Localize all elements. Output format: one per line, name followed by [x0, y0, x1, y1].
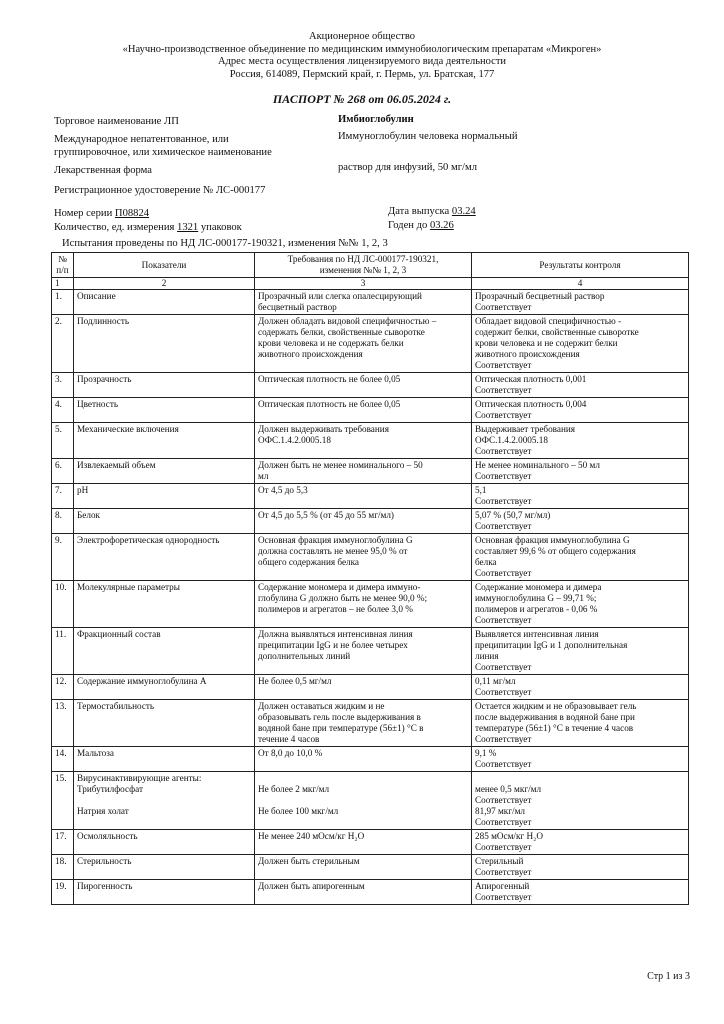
- row-requirement-line: образовывать гель после выдерживания в: [258, 712, 421, 722]
- row-result-line: после выдерживания в водяной бане при: [475, 712, 635, 722]
- row-requirement-line: ОФС.1.4.2.0005.18: [258, 435, 331, 445]
- row-result-line: Соответствует: [475, 892, 532, 902]
- valid-label: Годен до: [388, 220, 430, 231]
- row-parameter: Молекулярные параметры: [74, 581, 255, 628]
- row-result: [472, 509, 689, 534]
- row-requirement-line: преципитации IgG и не более четырех: [258, 640, 408, 650]
- row-result-line: Соответствует: [475, 867, 532, 877]
- row-requirement: [255, 772, 472, 830]
- row-parameter-line: Натрия холат: [77, 806, 129, 816]
- row-parameter: Извлекаемый объем: [74, 459, 255, 484]
- row-number: 8.: [52, 509, 74, 534]
- row-result: [472, 398, 689, 423]
- form-value: раствор для инфузий, 50 мг/мл: [338, 162, 477, 173]
- row-result-line: Оптическая плотность 0,001: [475, 374, 587, 384]
- row-result-line: Соответствует: [475, 687, 532, 697]
- quantity-unit: упаковок: [198, 222, 242, 233]
- row-requirement-line: животного происхождения: [258, 349, 363, 359]
- row-requirement-line: крови человека и не содержать белки: [258, 338, 404, 348]
- row-result: [472, 373, 689, 398]
- row-result-line: белка: [475, 557, 497, 567]
- row-result-line: 81,97 мкг/мл: [475, 806, 525, 816]
- row-requirement-line: Не более 0,5 мг/мл: [258, 676, 332, 686]
- row-result-line: Апирогенный: [475, 881, 530, 891]
- trade-name-value: Имбиоглобулин: [338, 114, 414, 125]
- quantity-value: 1321: [177, 222, 199, 233]
- row-requirement-line: Прозрачный или слегка опалесцирующий: [258, 291, 422, 301]
- org-type: Акционерное общество: [309, 31, 415, 42]
- row-parameter: Пирогенность: [74, 880, 255, 905]
- row-requirement: [255, 675, 472, 700]
- inn-value: Иммуноглобулин человека нормальный: [338, 131, 518, 142]
- row-result: [472, 628, 689, 675]
- row-result-line: Соответствует: [475, 795, 532, 805]
- row-number: 17.: [52, 830, 74, 855]
- header-param: Показатели: [74, 253, 255, 278]
- table-row: [52, 581, 689, 628]
- row-result-line: Основная фракция иммуноглобулина G: [475, 535, 630, 545]
- row-result-line: Соответствует: [475, 521, 532, 531]
- header-req-line: изменения №№ 1, 2, 3: [319, 265, 407, 275]
- row-requirement-line: общего содержания белка: [258, 557, 360, 567]
- row-result-line: Соответствует: [475, 734, 532, 744]
- row-parameter: Механические включения: [74, 423, 255, 459]
- row-number: 4.: [52, 398, 74, 423]
- row-requirement-line: Не более 2 мкг/мл: [258, 784, 330, 794]
- row-result-line: иммуноглобулина G – 99,71 %;: [475, 593, 597, 603]
- row-number: 2.: [52, 315, 74, 373]
- row-result-line: [475, 773, 685, 784]
- row-requirement-line: [258, 773, 468, 784]
- column-index-row: [52, 278, 689, 290]
- row-parameter: pH: [74, 484, 255, 509]
- row-number: 10.: [52, 581, 74, 628]
- row-parameter: Описание: [74, 290, 255, 315]
- header-req: [255, 253, 472, 278]
- row-result-line: 285 мОсм/кг H₂O: [475, 831, 543, 841]
- series-label: Номер серии: [54, 208, 115, 219]
- row-parameter: Содержание иммуноглобулина А: [74, 675, 255, 700]
- registration-label: Регистрационное удостоверение № ЛС-000177: [54, 185, 266, 196]
- row-result: [472, 581, 689, 628]
- row-requirement-line: полимеров и агрегатов – не более 3,0 %: [258, 604, 413, 614]
- row-result-line: Соответствует: [475, 446, 532, 456]
- row-result-line: температуре (56±1) °С в течение 4 часов: [475, 723, 634, 733]
- row-result: [472, 830, 689, 855]
- row-result-line: Соответствует: [475, 496, 532, 506]
- row-requirement: [255, 398, 472, 423]
- row-result-line: ОФС.1.4.2.0005.18: [475, 435, 548, 445]
- row-result-line: Соответствует: [475, 842, 532, 852]
- row-requirement-line: глобулина G должно быть не менее 90,0 %;: [258, 593, 428, 603]
- row-parameter: Прозрачность: [74, 373, 255, 398]
- address: Россия, 614089, Пермский край, г. Пермь, ул. Братская, 177: [229, 68, 495, 80]
- row-result: [472, 880, 689, 905]
- row-requirement-line: Должен обладать видовой специфичностью –: [258, 316, 437, 326]
- row-result-line: Выдерживает требования: [475, 424, 576, 434]
- row-result: [472, 855, 689, 880]
- row-result-line: Соответствует: [475, 302, 532, 312]
- row-result: [472, 772, 689, 830]
- row-result-line: Соответствует: [475, 662, 532, 672]
- row-parameter: Фракционный состав: [74, 628, 255, 675]
- row-result-line: 5,1: [475, 485, 487, 495]
- row-requirement: [255, 290, 472, 315]
- row-requirement-line: Оптическая плотность не более 0,05: [258, 374, 401, 384]
- row-requirement: [255, 373, 472, 398]
- row-requirement: [255, 509, 472, 534]
- row-result-line: содержит белки, свойственные сыворотке: [475, 327, 639, 337]
- row-requirement-line: мл: [258, 471, 269, 481]
- row-number: 3.: [52, 373, 74, 398]
- release-value: 03.24: [451, 206, 476, 217]
- row-number: 11.: [52, 628, 74, 675]
- column-index: 2: [74, 278, 255, 290]
- row-result-line: Прозрачный бесцветный раствор: [475, 291, 605, 301]
- row-result-line: линия: [475, 651, 499, 661]
- release-label: Дата выпуска: [388, 206, 452, 217]
- row-requirement-line: [258, 795, 468, 806]
- row-result-line: Соответствует: [475, 817, 532, 827]
- row-parameter-line: [77, 795, 251, 806]
- row-requirement-line: Должен быть не менее номинального – 50: [258, 460, 423, 470]
- row-requirement-line: Должен выдерживать требования: [258, 424, 389, 434]
- row-result-line: 9,1 %: [475, 748, 497, 758]
- header-res: Результаты контроля: [472, 253, 689, 278]
- table-row: [52, 484, 689, 509]
- row-requirement-line: Должна выявляться интенсивная линия: [258, 629, 413, 639]
- row-parameter: Белок: [74, 509, 255, 534]
- column-index: 3: [255, 278, 472, 290]
- row-parameter: Стерильность: [74, 855, 255, 880]
- row-requirement-line: Содержание мономера и димера иммуно-: [258, 582, 421, 592]
- row-result-line: Оптическая плотность 0,004: [475, 399, 587, 409]
- table-row: [52, 880, 689, 905]
- row-requirement: [255, 484, 472, 509]
- row-parameter: [74, 772, 255, 830]
- row-requirement: [255, 700, 472, 747]
- row-number: 1.: [52, 290, 74, 315]
- row-number: 5.: [52, 423, 74, 459]
- table-row: [52, 855, 689, 880]
- row-result: [472, 290, 689, 315]
- row-parameter: Осмоляльность: [74, 830, 255, 855]
- row-number: 9.: [52, 534, 74, 581]
- row-result-line: Не менее номинального – 50 мл: [475, 460, 600, 470]
- row-requirement-line: дополнительных линий: [258, 651, 351, 661]
- row-parameter: Цветность: [74, 398, 255, 423]
- row-result: [472, 315, 689, 373]
- row-requirement: [255, 459, 472, 484]
- row-requirement: [255, 581, 472, 628]
- header-req-line: Требования по НД ЛС-000177-190321,: [287, 254, 439, 264]
- row-result: [472, 747, 689, 772]
- row-parameter: Электрофоретическая однородность: [74, 534, 255, 581]
- row-result-line: 5,07 % (50,7 мг/мл): [475, 510, 551, 520]
- row-requirement: [255, 855, 472, 880]
- row-result-line: Остается жидким и не образовывает гель: [475, 701, 637, 711]
- row-result-line: Соответствует: [475, 759, 532, 769]
- row-requirement: [255, 315, 472, 373]
- tests-line: Испытания проведены по НД ЛС-000177-190321, изменения №№ 1, 2, 3: [62, 238, 388, 249]
- series-value: П08824: [114, 208, 150, 219]
- address-caption: Адрес места осуществления лицензируемого вида деятельности: [217, 56, 507, 67]
- row-requirement-line: Должен быть апирогенным: [258, 881, 365, 891]
- row-requirement-line: бесцветный раствор: [258, 302, 337, 312]
- inn-label-line1: Международное непатентованное, или: [54, 134, 229, 145]
- row-requirement-line: Оптическая плотность не более 0,05: [258, 399, 401, 409]
- row-number: 19.: [52, 880, 74, 905]
- row-requirement: [255, 830, 472, 855]
- row-requirement-line: Не менее 240 мОсм/кг H₂O: [258, 831, 365, 841]
- row-requirement-line: водяной бане при температуре (56±1) °С в: [258, 723, 424, 733]
- passport-title: ПАСПОРТ № 268 от 06.05.2024 г.: [272, 92, 452, 106]
- row-result-line: животного происхождения: [475, 349, 580, 359]
- trade-name-label: Торговое наименование ЛП: [54, 116, 179, 127]
- row-requirement-line: течение 4 часов: [258, 734, 320, 744]
- quantity-label: Количество, ед. измерения: [54, 222, 178, 233]
- row-result: [472, 675, 689, 700]
- row-result-line: составляет 99,6 % от общего содержания: [475, 546, 636, 556]
- series-row: [54, 208, 149, 221]
- org-name: «Научно-производственное объединение по медицинским иммунобиологическим препаратам «Микроген»: [122, 43, 602, 55]
- row-result: [472, 484, 689, 509]
- inn-label-line2: группировочное, или химическое наименование: [54, 147, 272, 158]
- quantity-row: [54, 222, 242, 235]
- table-row: [52, 830, 689, 855]
- row-number: 7.: [52, 484, 74, 509]
- row-parameter: Подлинность: [74, 315, 255, 373]
- page-number: Стр 1 из 3: [647, 971, 690, 982]
- row-requirement: [255, 747, 472, 772]
- row-result-line: Стерильный: [475, 856, 524, 866]
- table-row: [52, 398, 689, 423]
- row-result-line: Соответствует: [475, 615, 532, 625]
- row-result-line: Содержание мономера и димера: [475, 582, 602, 592]
- row-result: [472, 534, 689, 581]
- row-result-line: Выявляется интенсивная линия: [475, 629, 599, 639]
- row-requirement: [255, 534, 472, 581]
- row-number: 14.: [52, 747, 74, 772]
- row-parameter: Мальтоза: [74, 747, 255, 772]
- row-requirement-line: От 8,0 до 10,0 %: [258, 748, 323, 758]
- row-requirement-line: Должен оставаться жидким и не: [258, 701, 385, 711]
- row-number: 12.: [52, 675, 74, 700]
- release-row: [388, 206, 476, 219]
- row-result-line: Соответствует: [475, 360, 532, 370]
- header-num: № п/п: [52, 253, 74, 278]
- row-result-line: Соответствует: [475, 568, 532, 578]
- results-table: [51, 252, 689, 905]
- row-result: [472, 459, 689, 484]
- column-index: 1: [52, 278, 74, 290]
- table-row: [52, 772, 689, 830]
- table-row: [52, 747, 689, 772]
- row-requirement-line: содержать белки, свойственные сыворотке: [258, 327, 425, 337]
- row-result-line: Соответствует: [475, 385, 532, 395]
- table-row: [52, 509, 689, 534]
- row-requirement-line: От 4,5 до 5,5 % (от 45 до 55 мг/мл): [258, 510, 394, 520]
- row-requirement: [255, 880, 472, 905]
- row-parameter-line: Трибутилфосфат: [77, 784, 143, 794]
- row-result-line: преципитации IgG и 1 дополнительная: [475, 640, 628, 650]
- row-result-line: полимеров и агрегатов - 0,06 %: [475, 604, 598, 614]
- valid-value: 03.26: [429, 220, 454, 231]
- row-requirement: [255, 628, 472, 675]
- row-result: [472, 700, 689, 747]
- row-requirement: [255, 423, 472, 459]
- row-number: 15.: [52, 772, 74, 830]
- row-number: 6.: [52, 459, 74, 484]
- table-row: [52, 700, 689, 747]
- row-number: 18.: [52, 855, 74, 880]
- table-row: [52, 628, 689, 675]
- valid-row: [388, 220, 454, 233]
- row-result-line: крови человека и не содержит белки: [475, 338, 618, 348]
- row-number: 13.: [52, 700, 74, 747]
- table-row: [52, 423, 689, 459]
- table-row: [52, 675, 689, 700]
- column-index: 4: [472, 278, 689, 290]
- table-row: [52, 373, 689, 398]
- table-row: [52, 534, 689, 581]
- row-result-line: менее 0,5 мкг/мл: [475, 784, 542, 794]
- table-row: [52, 315, 689, 373]
- table-row: [52, 459, 689, 484]
- row-result: [472, 423, 689, 459]
- row-requirement-line: Должен быть стерильным: [258, 856, 360, 866]
- row-requirement-line: Основная фракция иммуноглобулина G: [258, 535, 413, 545]
- row-requirement-line: должна составлять не менее 95,0 % от: [258, 546, 408, 556]
- row-result-line: Обладает видовой специфичностью -: [475, 316, 622, 326]
- row-parameter-line: Вирусинактивирующие агенты:: [77, 773, 202, 783]
- row-requirement-line: От 4,5 до 5,3: [258, 485, 308, 495]
- form-label: Лекарственная форма: [54, 165, 152, 176]
- row-requirement-line: Не более 100 мкг/мл: [258, 806, 339, 816]
- row-parameter: Термостабильность: [74, 700, 255, 747]
- row-result-line: Соответствует: [475, 471, 532, 481]
- row-result-line: 0,11 мг/мл: [475, 676, 516, 686]
- table-row: [52, 290, 689, 315]
- row-result-line: Соответствует: [475, 410, 532, 420]
- table-header-row: [52, 253, 689, 278]
